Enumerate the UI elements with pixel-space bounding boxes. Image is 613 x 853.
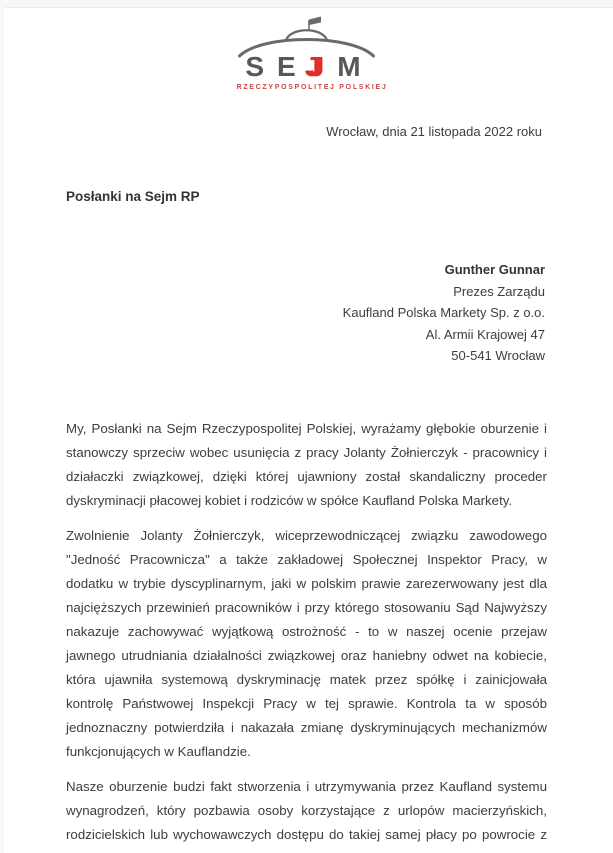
- recipient-name: Gunther Gunnar: [444, 262, 545, 277]
- paragraph-2: Zwolnienie Jolanty Żołnierczyk, wiceprzewodniczącej związku zawodowego "Jedność Pracownicza" a także zakładowej Społecznej Inspektor Pracy, w dodatku w trybie dyscyplinarnym, jaki w polskim prawie zarezerwowany jest dla najcięższych przewinień pracowników i przy którego stosowaniu Sąd Najwyższy nakazuje zachowywać wyjątkową ostrożność - to w naszej ocenie przejaw jawnego utrudniania działalności związkowej oraz haniebny odwet na kobiecie, która ujawniła systemową dyskryminację matek przez spółkę i zainicjowała kontrolę Państwowej Inspekcji Pracy w tej sprawie. Kontrola ta w sposób jednoznaczny potwierdziła i nakazała zmianę dyskryminujących mechanizmów funkcjonujących w Kauflandzie.: [66, 527, 547, 759]
- logo-subtitle: RZECZYPOSPOLITEJ POLSKIEJ: [236, 84, 388, 91]
- paragraph-3: Nasze oburzenie budzi fakt stworzenia i utrzymywania przez Kaufland systemu wynagrodzeń, który pozbawia osoby korzystające z urlopów macierzyńskich, rodzicielskich lub wychowawczych dostępu do takiej samej płacy po powrocie z: [66, 778, 547, 842]
- viewer-edge-left: [0, 0, 4, 853]
- wordmark-se: SE: [245, 51, 309, 82]
- wordmark-m: M: [337, 51, 374, 82]
- recipient-street: Al. Armii Krajowej 47: [425, 326, 545, 342]
- recipient-role: Prezes Zarządu: [453, 283, 545, 299]
- recipient-block: [0, 259, 613, 367]
- sender-line: Posłanki na Sejm RP: [66, 189, 200, 204]
- sejm-wordmark: [237, 52, 377, 82]
- dateline: Wrocław, dnia 21 listopada 2022 roku: [326, 124, 542, 139]
- recipient-city: 50-541 Wrocław: [451, 348, 545, 363]
- sejm-logo: [0, 0, 613, 94]
- letter-body: [0, 417, 613, 847]
- recipient-company: Kaufland Polska Markety Sp. z o.o.: [342, 305, 545, 320]
- paragraph-1: My, Posłanki na Sejm Rzeczypospolitej Polskiej, wyrażamy głębokie oburzenie i stanowczy sprzeciw wobec usunięcia z pracy Jolanty Żołnierczyk - pracownicy i działaczki związkowej, dzięki której ujawniony został skandaliczny proceder dyskryminacji płacowej kobiet i rodziców w spółce Kaufland Polska Markety.: [66, 420, 547, 508]
- wordmark-j-red: J: [308, 51, 338, 82]
- viewer-edge-top: [0, 0, 613, 8]
